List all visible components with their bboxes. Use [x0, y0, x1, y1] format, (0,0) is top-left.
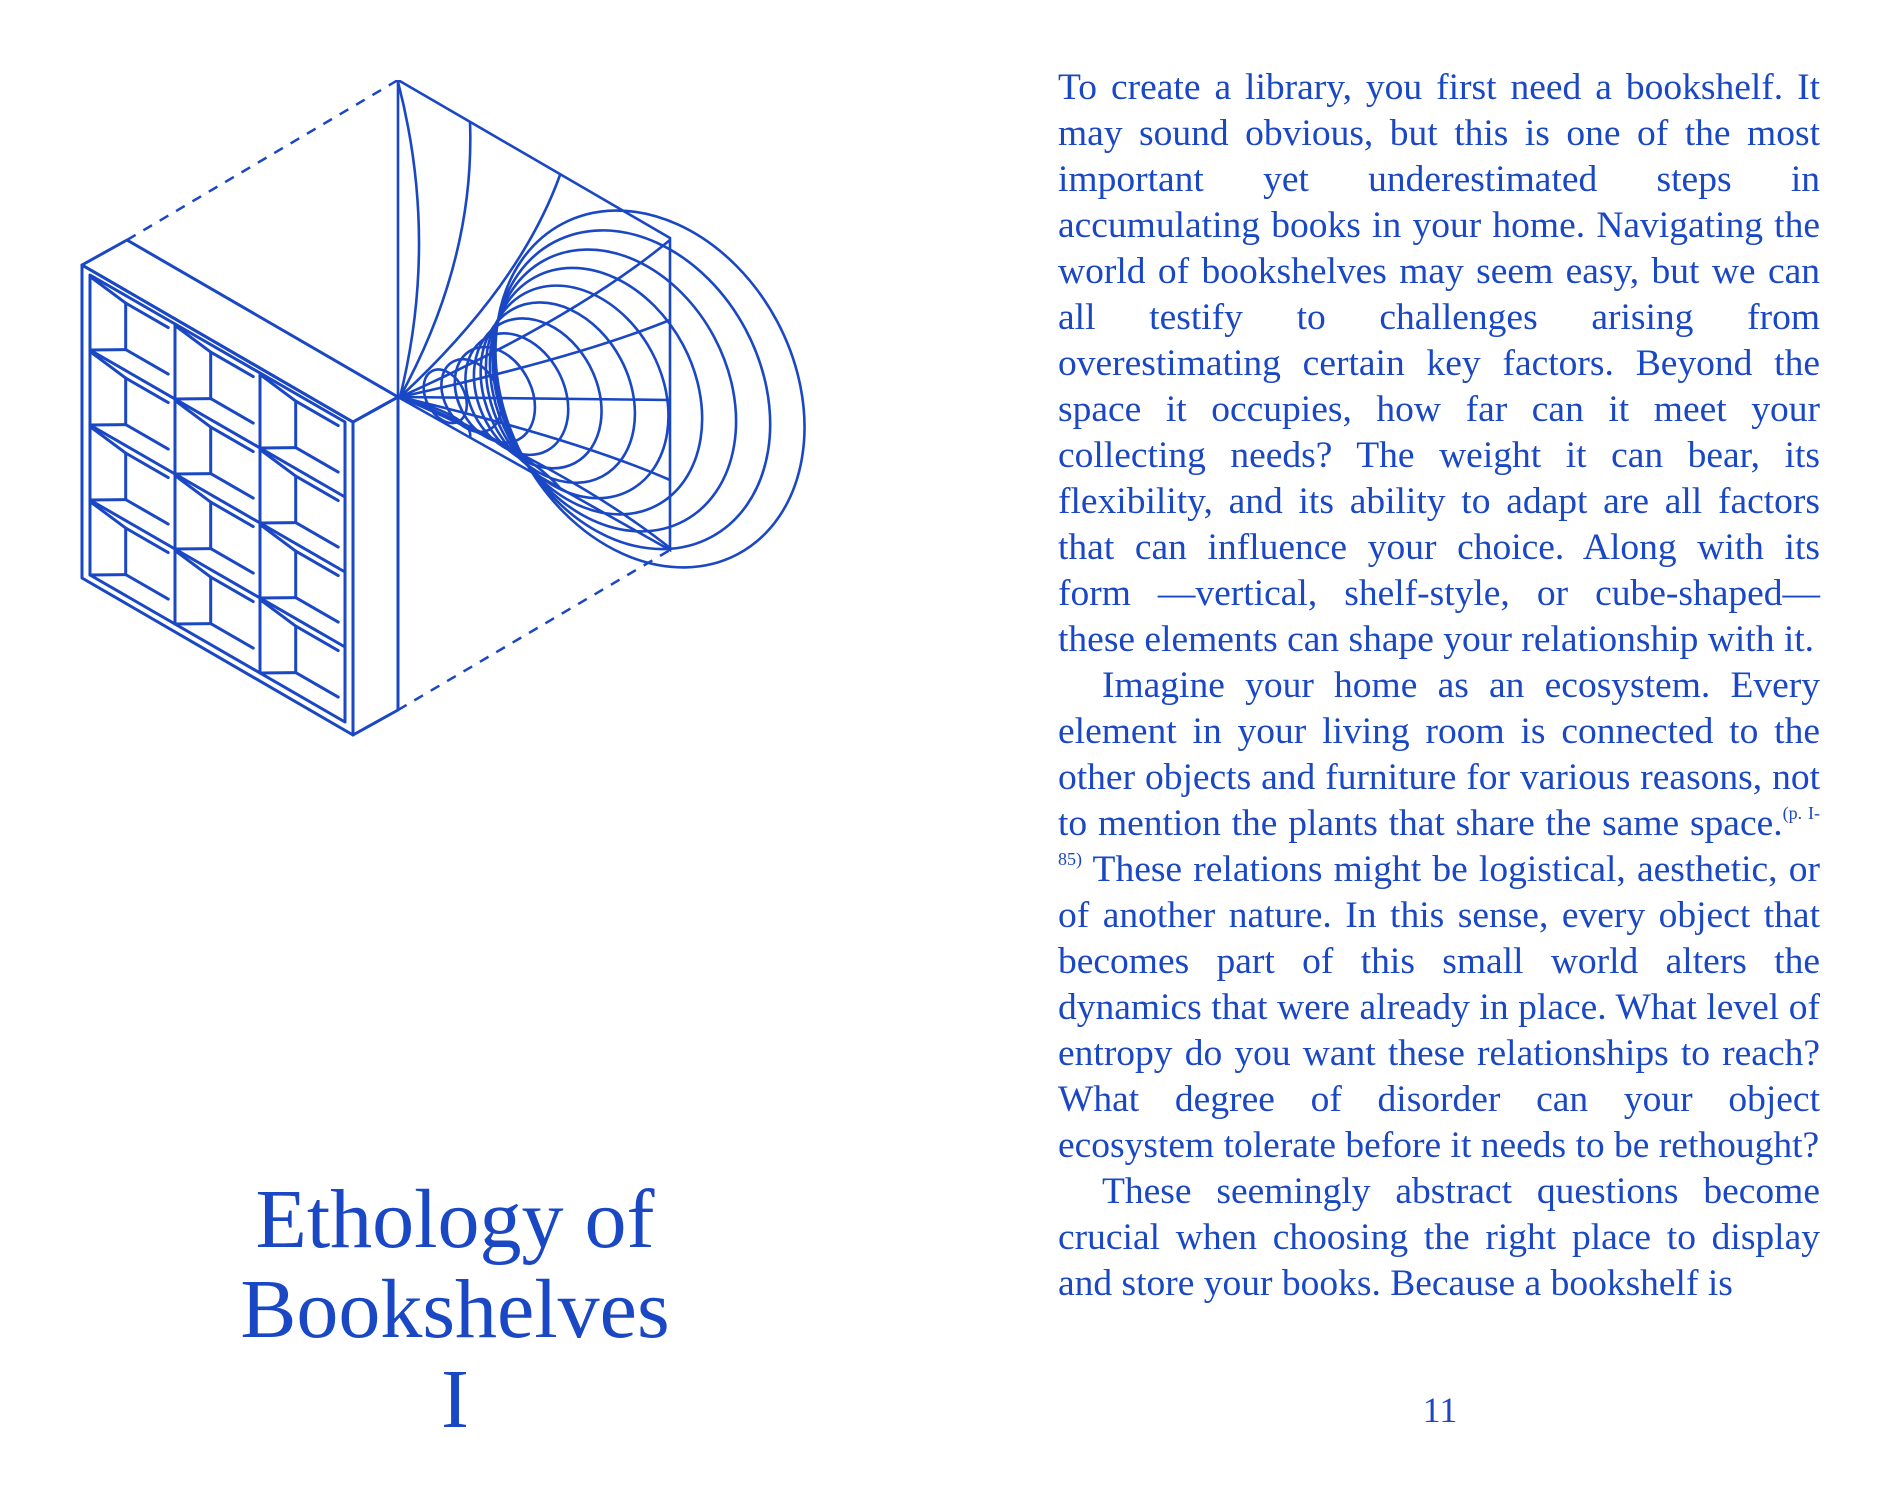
- body-text: [1058, 65, 1820, 1307]
- paragraph-text: These relations might be logistical, aesthetic, or of another nature. In this sense, every object that becomes part of this small world alters the dynamics that were already in place. What level of entropy do you want these relationships to reach? What degree of disorder can your object ecosystem tolerate before it needs to be rethought?: [1058, 849, 1820, 1166]
- page-reference[interactable]: (p. I-85): [1058, 803, 1821, 869]
- paragraph-text: Imagine your home as an ecosystem. Every element in your living room is connected to the other objects and furniture for various reasons, not to mention the plants that share the same space.: [1058, 665, 1820, 844]
- paragraph: [1058, 663, 1820, 1169]
- chapter-title: [150, 1175, 760, 1445]
- paragraph: To create a library, you first need a bookshelf. It may sound obvious, but this is one of the most important yet underestimated steps in accumulating books in your home. Navigating the world of bookshelves may seem easy, but we can all testify to challenges arising from overestimating certain key factors. Beyond the space it occupies, how far can it meet your collecting needs? The weight it can bear, its flexibility, and its ability to adapt are all factors that can influence your choice. Along with its form —vertical, shelf-style, or cube-shaped—these elements can shape your relationship with it.: [1058, 67, 1820, 660]
- paragraph: These seemingly abstract questions become crucial when choosing the right place to display and store your books. Because a bookshelf is: [1058, 1171, 1820, 1304]
- chapter-number: I: [441, 1353, 469, 1446]
- page-number: 11: [1422, 1390, 1458, 1430]
- chapter-title-line: Bookshelves: [240, 1263, 670, 1356]
- chapter-title-line: Ethology of: [255, 1173, 655, 1266]
- bookshelf-wormhole-icon: [80, 80, 840, 920]
- bookshelf-wormhole-illustration: [80, 80, 840, 920]
- left-page: [0, 0, 942, 1500]
